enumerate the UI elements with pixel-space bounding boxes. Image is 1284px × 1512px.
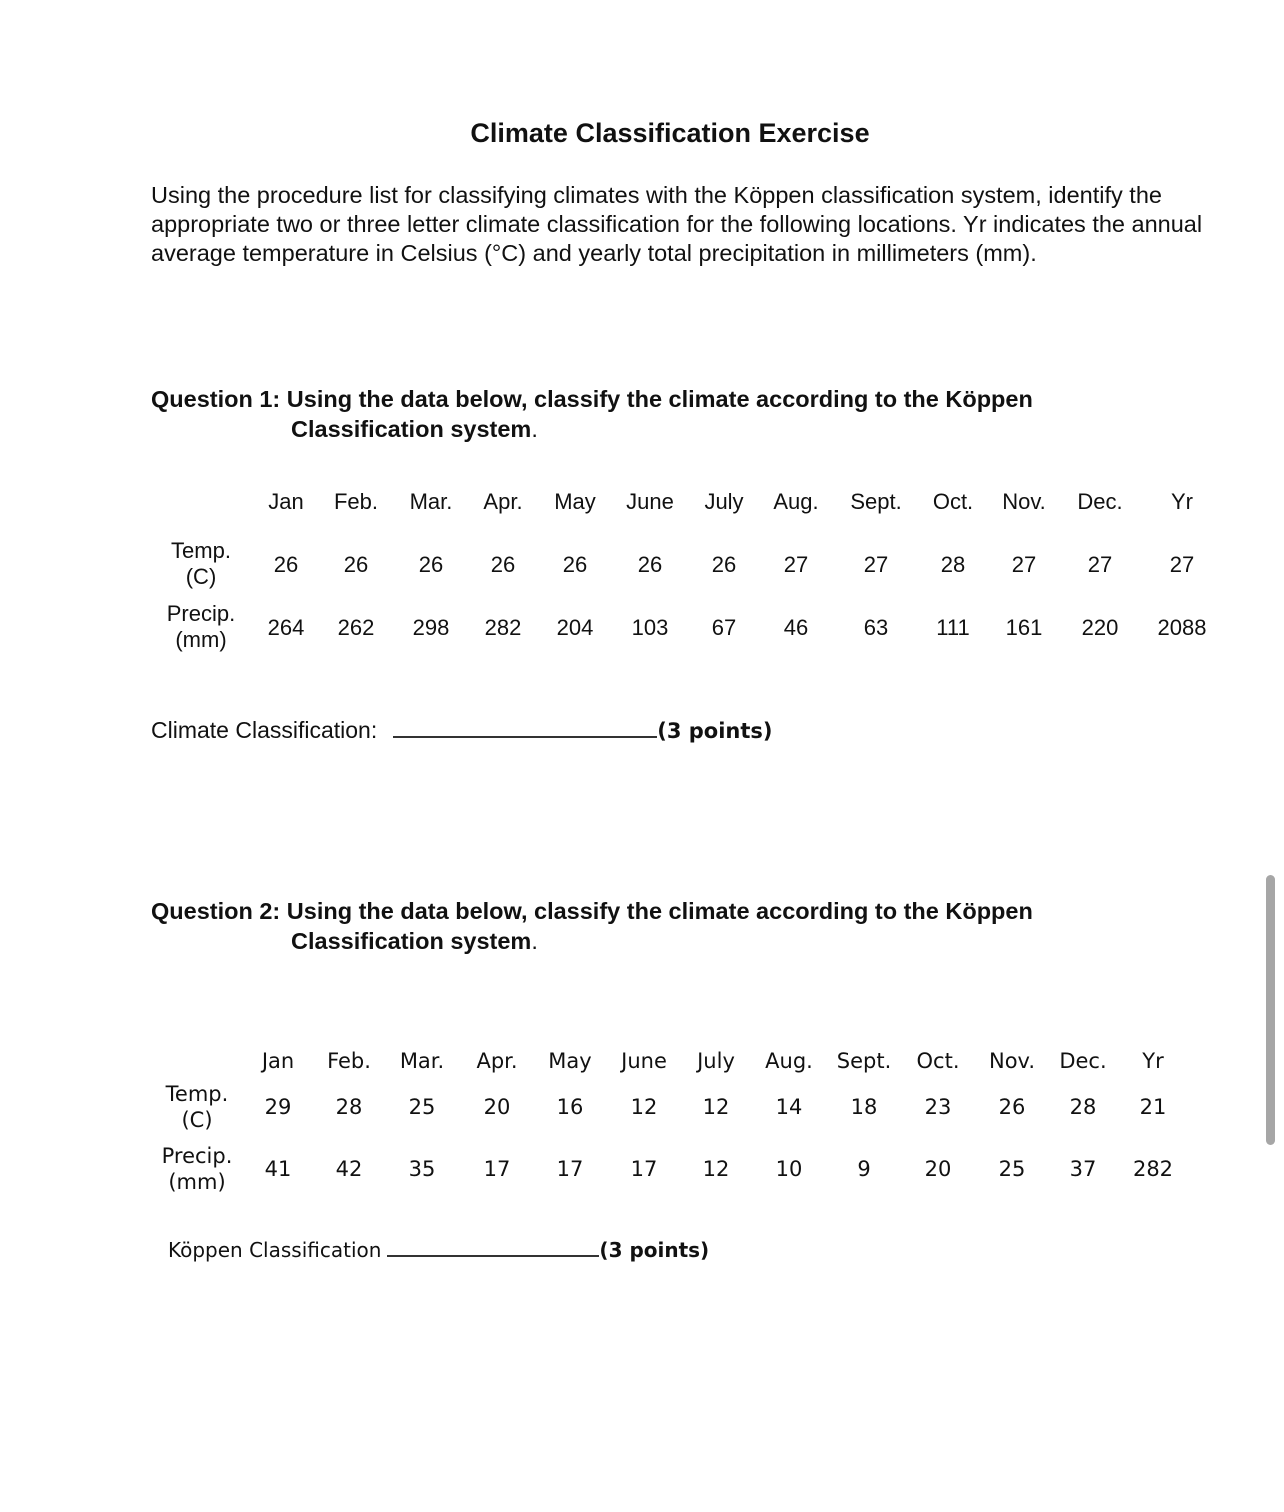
column-header: Dec. xyxy=(1059,1049,1107,1073)
temp-row-label xyxy=(166,1081,229,1133)
precip-cell: 264 xyxy=(267,615,305,640)
precip-cell: 12 xyxy=(702,1157,730,1181)
answer-label: Köppen Classification xyxy=(168,1238,382,1262)
precip-cell: 42 xyxy=(335,1157,363,1181)
precip-cell: 17 xyxy=(483,1157,511,1181)
temp-row-label-line: (C) xyxy=(185,564,217,589)
column-header: Yr xyxy=(1142,1049,1164,1073)
answer-label: Climate Classification: xyxy=(151,717,378,743)
temp-cell: 28 xyxy=(335,1095,363,1119)
temp-cell: 12 xyxy=(630,1095,658,1119)
column-header: Feb. xyxy=(333,489,379,514)
column-header: Jan xyxy=(268,489,304,514)
precip-row-label-line: Precip. xyxy=(161,1144,233,1168)
precip-cell: 17 xyxy=(556,1157,584,1181)
temp-cell: 23 xyxy=(924,1095,952,1119)
column-header: Nov. xyxy=(988,1049,1036,1073)
temp-row-label-line: Temp. xyxy=(171,538,231,563)
temp-cell: 27 xyxy=(1087,552,1113,577)
column-header: Dec. xyxy=(1077,489,1123,514)
column-header: Sept. xyxy=(850,489,902,514)
column-header: Aug. xyxy=(765,1049,813,1073)
temp-row-label-line: Temp. xyxy=(165,1082,229,1106)
precip-cell: 46 xyxy=(783,615,809,640)
precip-cell: 282 xyxy=(484,615,522,640)
precip-cell: 204 xyxy=(556,615,594,640)
temp-cell: 27 xyxy=(783,552,809,577)
precip-cell: 35 xyxy=(408,1157,436,1181)
precip-cell: 67 xyxy=(711,615,737,640)
column-header: May xyxy=(554,489,596,514)
precip-cell: 17 xyxy=(630,1157,658,1181)
precip-cell: 37 xyxy=(1069,1157,1097,1181)
question-2-heading-line2: Classification system xyxy=(291,928,532,954)
precip-cell: 41 xyxy=(264,1157,292,1181)
precip-cell: 20 xyxy=(924,1157,952,1181)
precip-cell: 63 xyxy=(863,615,889,640)
precip-row-label xyxy=(162,1143,233,1195)
answer-blank[interactable] xyxy=(393,716,657,738)
precip-cell: 298 xyxy=(412,615,450,640)
temp-cell: 27 xyxy=(863,552,889,577)
precip-row-label xyxy=(167,601,235,653)
answer-blank[interactable] xyxy=(387,1235,599,1257)
precip-cell: 282 xyxy=(1132,1157,1174,1181)
temp-cell: 18 xyxy=(850,1095,878,1119)
temp-cell: 14 xyxy=(775,1095,803,1119)
temp-cell: 25 xyxy=(408,1095,436,1119)
question-1-heading: Question 1: Using the data below, classify the climate according to the Köppen Classification system. xyxy=(151,386,1033,442)
column-header: Aug. xyxy=(773,489,819,514)
points-label: (3 points) xyxy=(657,719,773,743)
column-header: Mar. xyxy=(409,489,453,514)
precip-cell: 9 xyxy=(857,1157,871,1181)
intro-paragraph: Using the procedure list for classifying climates with the Köppen classification system, identify the appropriate two or three letter climate classification for the following locations. Yr indicates the annual average temperature in Celsius (°C) and yearly total precipitation in millimeters (mm). xyxy=(151,182,1203,266)
temp-cell: 26 xyxy=(637,552,663,577)
column-header: Sept. xyxy=(836,1049,892,1073)
temp-cell: 26 xyxy=(418,552,444,577)
column-header: Feb. xyxy=(327,1049,371,1073)
precip-cell: 111 xyxy=(936,615,970,640)
column-header: Apr. xyxy=(483,489,523,514)
temp-cell: 27 xyxy=(1169,552,1195,577)
temp-cell: 28 xyxy=(940,552,966,577)
precip-cell: 161 xyxy=(1005,615,1043,640)
temp-cell: 26 xyxy=(711,552,737,577)
precip-cell: 10 xyxy=(775,1157,803,1181)
precip-row-label-line: (mm) xyxy=(175,627,227,652)
precip-cell: 220 xyxy=(1081,615,1119,640)
precip-cell: 2088 xyxy=(1157,615,1207,640)
page-title: Climate Classification Exercise xyxy=(470,118,870,148)
column-header: Jan xyxy=(261,1049,295,1073)
column-header: Nov. xyxy=(1002,489,1046,514)
column-header: July xyxy=(697,1049,735,1073)
temp-cell: 27 xyxy=(1011,552,1037,577)
column-header: Oct. xyxy=(916,1049,960,1073)
column-header: Mar. xyxy=(399,1049,445,1073)
temp-cell: 21 xyxy=(1139,1095,1167,1119)
precip-row-label-line: Precip. xyxy=(166,601,236,626)
precip-row-label-line: (mm) xyxy=(168,1170,226,1194)
temp-row-label-line: (C) xyxy=(181,1108,213,1132)
temp-row-label xyxy=(171,538,231,590)
points-label: (3 points) xyxy=(599,1238,710,1262)
precip-cell: 262 xyxy=(337,615,375,640)
question-2-heading-line1: Question 2: Using the data below, classify the climate according to the Köppen xyxy=(151,898,1033,924)
temp-cell: 28 xyxy=(1069,1095,1097,1119)
temp-cell: 12 xyxy=(702,1095,730,1119)
column-header: June xyxy=(626,489,674,514)
question-2-answer-row xyxy=(168,1235,709,1262)
column-header: May xyxy=(548,1049,592,1073)
question-1-heading-line2: Classification system xyxy=(291,416,532,442)
temp-cell: 26 xyxy=(490,552,516,577)
temp-cell: 16 xyxy=(556,1095,584,1119)
question-1-heading-line1: Question 1: Using the data below, classify the climate according to the Köppen xyxy=(151,386,1033,412)
temp-cell: 26 xyxy=(273,552,299,577)
column-header: July xyxy=(704,489,744,514)
column-header: Yr xyxy=(1171,489,1193,514)
column-header: Oct. xyxy=(932,489,974,514)
vertical-scrollbar[interactable] xyxy=(1266,875,1275,1145)
temp-cell: 26 xyxy=(562,552,588,577)
temp-cell: 20 xyxy=(483,1095,511,1119)
question-1-answer-row xyxy=(151,716,773,744)
precip-cell: 25 xyxy=(998,1157,1026,1181)
column-header: June xyxy=(621,1049,667,1073)
precip-cell: 103 xyxy=(631,615,669,640)
temp-cell: 26 xyxy=(998,1095,1026,1119)
question-2-heading: Question 2: Using the data below, classify the climate according to the Köppen Classification system. xyxy=(151,898,1033,954)
column-header: Apr. xyxy=(476,1049,518,1073)
temp-cell: 26 xyxy=(343,552,369,577)
temp-cell: 29 xyxy=(264,1095,292,1119)
